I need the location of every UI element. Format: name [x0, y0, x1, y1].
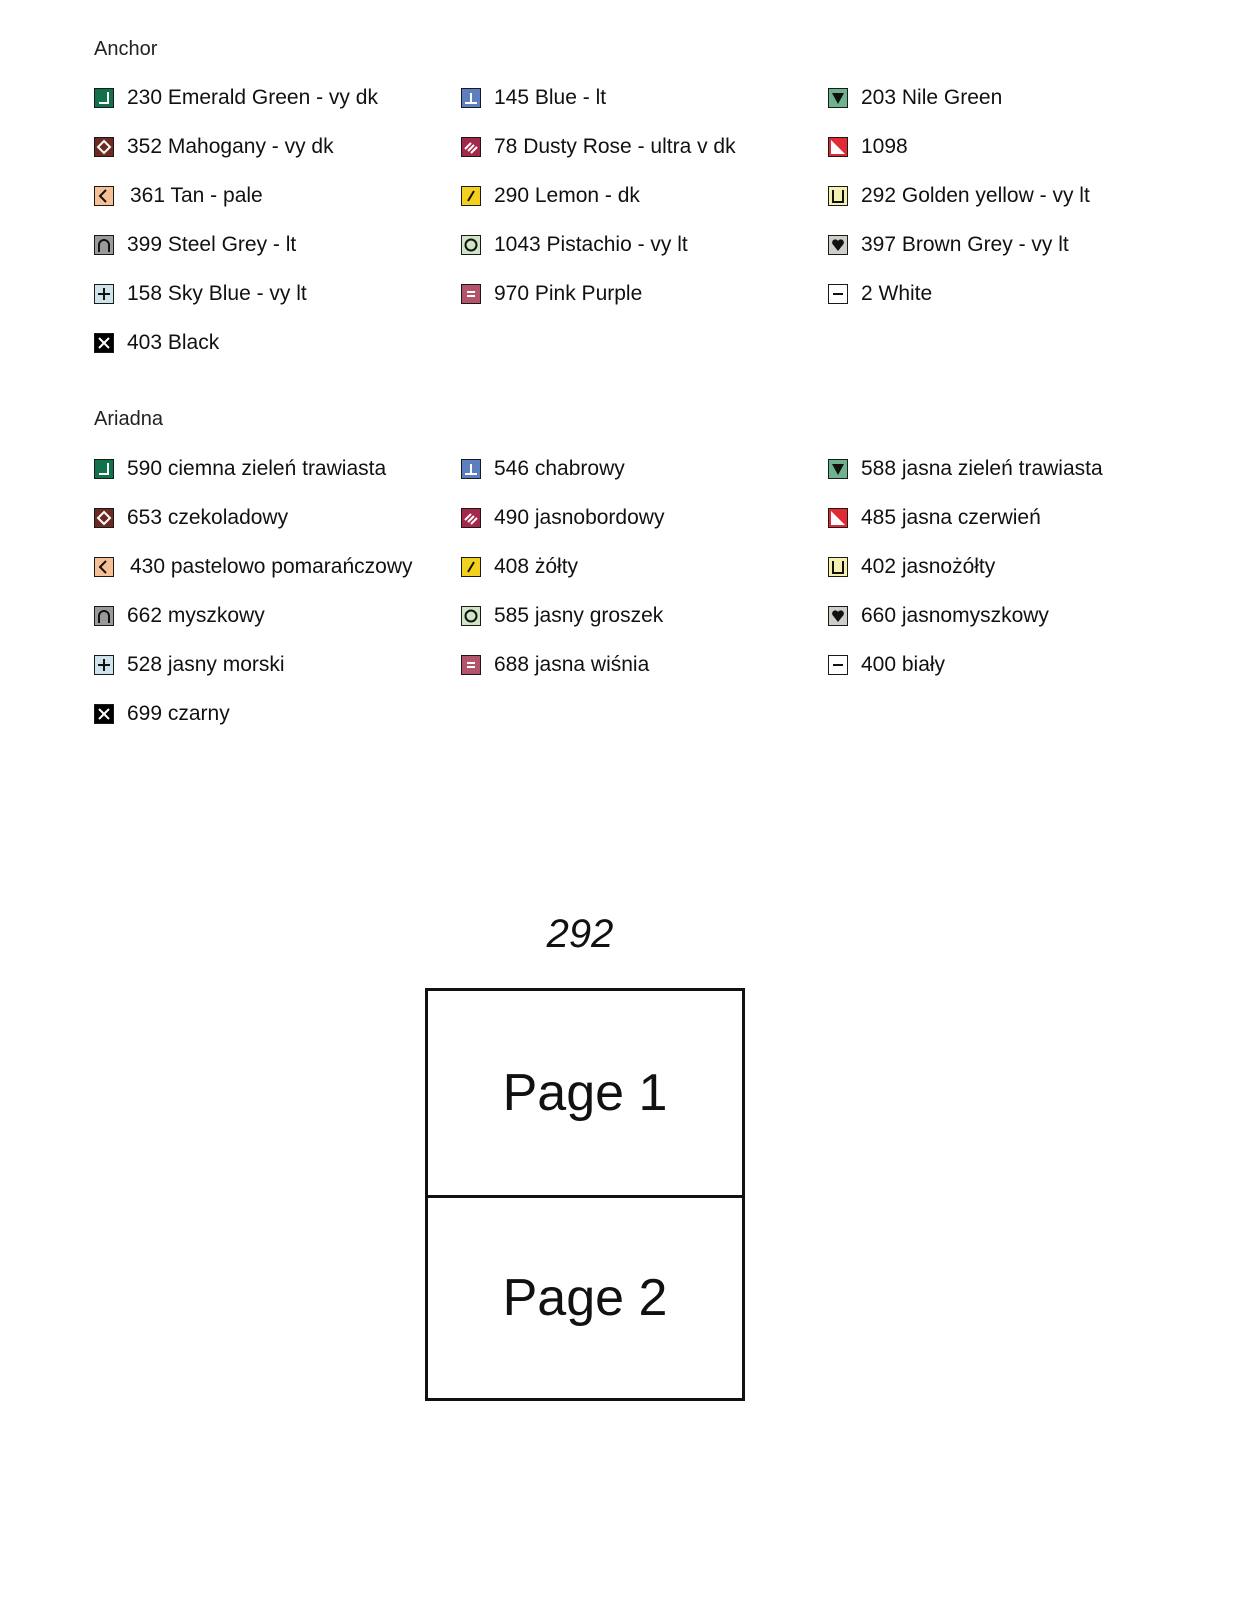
- legend-item: [461, 455, 625, 483]
- legend-item: [94, 455, 386, 483]
- legend-item-label: 230 Emerald Green - vy dk: [127, 86, 378, 109]
- cup-icon: [828, 186, 848, 206]
- chevron-left-icon: [94, 557, 114, 577]
- legend-item: [94, 504, 288, 532]
- legend-item-label: 292 Golden yellow - vy lt: [861, 184, 1090, 207]
- cross-icon: [94, 704, 114, 724]
- corner-icon: [94, 459, 114, 479]
- hatch-icon: [461, 508, 481, 528]
- legend-item-label: 588 jasna zieleń trawiasta: [861, 457, 1103, 480]
- legend-item-label: 485 jasna czerwień: [861, 506, 1041, 529]
- equals-icon: [461, 284, 481, 304]
- minus-icon: [828, 284, 848, 304]
- cross-icon: [94, 333, 114, 353]
- legend-item: [828, 280, 932, 308]
- plus-icon: [94, 284, 114, 304]
- legend-item: [94, 133, 334, 161]
- legend-item: [461, 280, 642, 308]
- legend-item-label: 528 jasny morski: [127, 653, 285, 676]
- legend-item-label: 490 jasnobordowy: [494, 506, 665, 529]
- legend-item-label: 397 Brown Grey - vy lt: [861, 233, 1069, 256]
- legend-item: [828, 231, 1069, 259]
- legend-item: [828, 553, 995, 581]
- arch-icon: [94, 235, 114, 255]
- diamond-icon: [94, 137, 114, 157]
- legend-item: [461, 504, 664, 532]
- legend-item-label: 653 czekoladowy: [127, 506, 289, 529]
- legend-item: [461, 84, 606, 112]
- page-layout-map: [425, 988, 745, 1401]
- legend-item: [94, 84, 378, 112]
- legend-item-label: 1098: [861, 135, 908, 158]
- legend-item-label: 970 Pink Purple: [494, 282, 643, 305]
- legend-item: [94, 182, 263, 210]
- legend-item: [828, 182, 1090, 210]
- legend-item: [828, 651, 945, 679]
- chevron-left-icon: [94, 186, 114, 206]
- legend-item-label: 590 ciemna zieleń trawiasta: [127, 457, 387, 480]
- legend-item-label: 660 jasnomyszkowy: [861, 604, 1049, 627]
- legend-item: [461, 553, 578, 581]
- legend-item: [94, 651, 285, 679]
- legend-item: [461, 651, 649, 679]
- legend-item-label: 399 Steel Grey - lt: [127, 233, 297, 256]
- triangle-corner-icon: [828, 137, 848, 157]
- cup-icon: [828, 557, 848, 577]
- legend-item-label: 408 żółty: [494, 555, 579, 578]
- legend-item-label: 203 Nile Green: [861, 86, 1003, 109]
- legend-item-label: 145 Blue - lt: [494, 86, 607, 109]
- arch-icon: [94, 606, 114, 626]
- page-number: 292: [546, 912, 614, 956]
- legend-item: [461, 182, 640, 210]
- legend-item-label: 699 czarny: [127, 702, 230, 725]
- triangle-corner-icon: [828, 508, 848, 528]
- legend-item-label: 352 Mahogany - vy dk: [127, 135, 334, 158]
- legend-item: [828, 133, 908, 161]
- legend-item-label: 688 jasna wiśnia: [494, 653, 650, 676]
- up-tack-icon: [461, 88, 481, 108]
- legend-item: [461, 133, 736, 161]
- plus-icon: [94, 655, 114, 675]
- legend-item-label: 402 jasnożółty: [861, 555, 996, 578]
- legend-item-label: 290 Lemon - dk: [494, 184, 640, 207]
- legend-item-label: 546 chabrowy: [494, 457, 625, 480]
- heart-icon: [828, 606, 848, 626]
- corner-icon: [94, 88, 114, 108]
- up-tack-icon: [461, 459, 481, 479]
- legend-item-label: 1043 Pistachio - vy lt: [494, 233, 688, 256]
- legend-item-label: 662 myszkowy: [127, 604, 265, 627]
- legend-item-label: 158 Sky Blue - vy lt: [127, 282, 307, 305]
- legend-item-label: 585 jasny groszek: [494, 604, 664, 627]
- legend-item: [828, 504, 1041, 532]
- heart-icon: [828, 235, 848, 255]
- page-1-cell: Page 1: [502, 1063, 668, 1122]
- diamond-icon: [94, 508, 114, 528]
- triangle-down-icon: [828, 459, 848, 479]
- legend-item-label: 430 pastelowo pomarańczowy: [130, 555, 413, 578]
- section-title-anchor: Anchor: [94, 38, 158, 60]
- legend-item-label: 2 White: [861, 282, 933, 305]
- triangle-down-icon: [828, 88, 848, 108]
- slash-icon: [461, 557, 481, 577]
- legend-item: [94, 280, 307, 308]
- legend-item: [461, 602, 663, 630]
- slash-icon: [461, 186, 481, 206]
- legend-item: [828, 602, 1049, 630]
- legend-item: [94, 329, 219, 357]
- legend-item: [828, 84, 1002, 112]
- legend-item: [94, 602, 265, 630]
- legend-item: [461, 231, 688, 259]
- circle-icon: [461, 606, 481, 626]
- page-2-cell: Page 2: [428, 1195, 742, 1399]
- legend-item-label: 400 biały: [861, 653, 946, 676]
- circle-icon: [461, 235, 481, 255]
- equals-icon: [461, 655, 481, 675]
- legend-item-label: 403 Black: [127, 331, 220, 354]
- legend-item: [828, 455, 1103, 483]
- legend-item: [94, 700, 230, 728]
- legend-item-label: 78 Dusty Rose - ultra v dk: [494, 135, 736, 158]
- hatch-icon: [461, 137, 481, 157]
- minus-icon: [828, 655, 848, 675]
- legend-item-label: 361 Tan - pale: [130, 184, 263, 207]
- legend-item: [94, 231, 296, 259]
- section-title-ariadna: Ariadna: [94, 408, 163, 430]
- legend-item: [94, 553, 413, 581]
